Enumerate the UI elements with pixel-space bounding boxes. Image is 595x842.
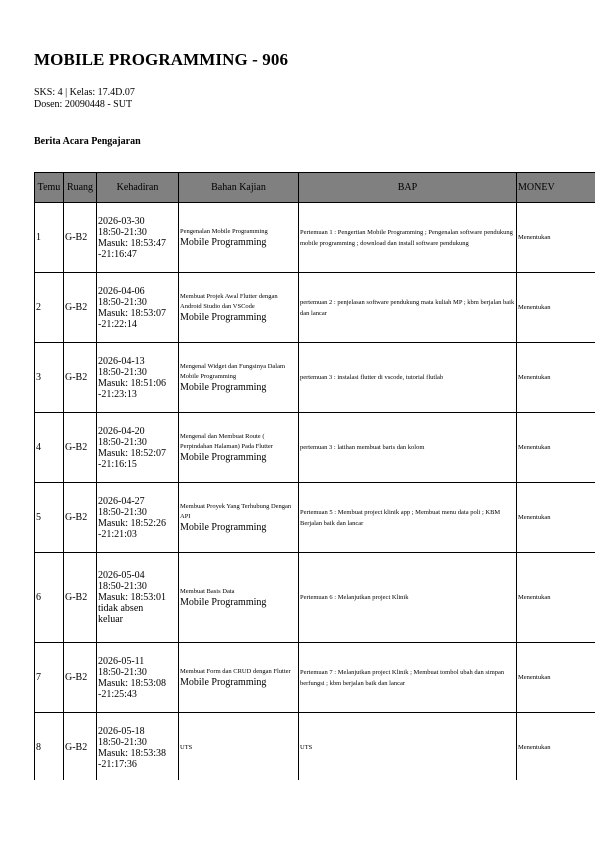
attendance-date: 2026-05-04: [98, 570, 145, 581]
attendance-schedule: 18:50-21:30: [98, 226, 147, 238]
study-topic: Membuat Projek Awal Flutter dengan Android Studio dan VSCode: [180, 292, 278, 310]
table-row: [35, 643, 595, 713]
attendance-cell: [97, 413, 179, 483]
header-bap: BAP: [299, 173, 517, 203]
meeting-number: 3: [35, 343, 64, 413]
header-ruang: Ruang: [64, 173, 97, 203]
course-name: Mobile Programming: [180, 676, 267, 688]
attendance-check-out: -21:16:15: [98, 458, 137, 470]
course-info: SKS: 4 | Kelas: 17.4D.07: [34, 87, 135, 98]
attendance-check-in: Masuk: 18:53:38: [98, 747, 167, 759]
header-bahan-kajian: Bahan Kajian: [179, 173, 299, 203]
course-name: Mobile Programming: [180, 451, 267, 463]
monev-link[interactable]: Menentukan: [517, 203, 595, 273]
attendance-date: 2026-05-18: [98, 725, 145, 737]
meeting-number: 6: [35, 553, 64, 643]
meeting-number: 5: [35, 483, 64, 553]
attendance-date: 2026-04-27: [98, 495, 145, 507]
attendance-check-out: tidak absen keluar: [98, 603, 144, 625]
attendance-cell: [97, 343, 179, 413]
meeting-number: 1: [35, 203, 64, 273]
course-name: Mobile Programming: [180, 521, 267, 533]
attendance-check-out: -21:23:13: [98, 388, 137, 400]
study-material-cell: [179, 273, 299, 343]
room: G-B2: [64, 273, 97, 343]
attendance-date: 2026-04-20: [98, 425, 145, 437]
attendance-check-in: Masuk: 18:53:01: [98, 592, 167, 603]
header-kehadiran: Kehadiran: [97, 173, 179, 203]
attendance-cell: [97, 203, 179, 273]
attendance-table-container: [34, 172, 595, 780]
study-material-cell: [179, 203, 299, 273]
study-material-cell: [179, 713, 299, 781]
study-material-cell: [179, 343, 299, 413]
bap-text: Pertemuan 5 : Membuat project klinik app ; Membuat menu data poli ; KBM Berjalan baik dan lancar: [299, 483, 517, 553]
study-topic: Membuat Form dan CRUD dengan Flutter: [180, 667, 291, 675]
meeting-number: 8: [35, 713, 64, 781]
attendance-table: [34, 172, 595, 780]
attendance-cell: [97, 553, 179, 643]
meeting-number: 2: [35, 273, 64, 343]
attendance-schedule: 18:50-21:30: [98, 506, 147, 518]
table-row: [35, 413, 595, 483]
attendance-date: 2026-04-13: [98, 355, 145, 367]
attendance-cell: [97, 643, 179, 713]
attendance-schedule: 18:50-21:30: [98, 436, 147, 448]
study-topic: Membuat Basis Data: [180, 587, 235, 595]
attendance-schedule: 18:50-21:30: [98, 366, 147, 378]
course-name: Mobile Programming: [180, 236, 267, 248]
bap-text: pertemuan 3 : instalasi flutter di vscode, tutorial flutlab: [299, 343, 517, 413]
room: G-B2: [64, 483, 97, 553]
study-material-cell: [179, 483, 299, 553]
monev-link[interactable]: Menentukan: [517, 343, 595, 413]
bap-text: Pertemuan 7 : Melanjutkan project Klinik ; Membuat tombol ubah dan simpan berfungsi ; kbm berjalan baik dan lancar: [299, 643, 517, 713]
monev-link[interactable]: Menentukan: [517, 483, 595, 553]
table-row: [35, 483, 595, 553]
room: G-B2: [64, 553, 97, 643]
attendance-check-out: -21:21:03: [98, 528, 137, 540]
monev-link[interactable]: Menentukan: [517, 413, 595, 483]
attendance-schedule: 18:50-21:30: [98, 581, 147, 592]
monev-link[interactable]: Menentukan: [517, 643, 595, 713]
attendance-check-out: -21:25:43: [98, 688, 137, 700]
header-temu: Temu: [35, 173, 64, 203]
page-title: MOBILE PROGRAMMING - 906: [34, 50, 289, 69]
attendance-schedule: 18:50-21:30: [98, 666, 147, 678]
attendance-check-in: Masuk: 18:52:07: [98, 447, 167, 459]
room: G-B2: [64, 713, 97, 781]
attendance-check-out: -21:22:14: [98, 318, 137, 330]
room: G-B2: [64, 203, 97, 273]
study-material-cell: [179, 413, 299, 483]
study-topic: Membuat Proyek Yang Terhubung Dengan API: [180, 502, 292, 520]
study-material-cell: [179, 553, 299, 643]
attendance-check-in: Masuk: 18:53:07: [98, 307, 167, 319]
room: G-B2: [64, 343, 97, 413]
lecturer-info: Dosen: 20090448 - SUT: [34, 99, 133, 110]
table-row: [35, 343, 595, 413]
table-row: [35, 203, 595, 273]
bap-text: Pertemuan 6 : Melanjutkan project Klinik: [299, 553, 517, 643]
study-topic: Pengenalan Mobile Programming: [180, 227, 268, 235]
section-title: Berita Acara Pengajaran: [34, 136, 141, 147]
meeting-number: 7: [35, 643, 64, 713]
header-monev: MONEV: [517, 173, 595, 203]
attendance-date: 2026-03-30: [98, 215, 145, 227]
attendance-schedule: 18:50-21:30: [98, 296, 147, 308]
study-material-cell: [179, 643, 299, 713]
monev-link[interactable]: Menentukan: [517, 553, 595, 643]
bap-text: UTS: [299, 713, 517, 781]
study-topic: Mengenal dan Membuat Route ( Perpindahan Halaman) Pada Flutter: [180, 432, 273, 450]
table-row: [35, 553, 595, 643]
attendance-cell: [97, 483, 179, 553]
attendance-check-in: Masuk: 18:51:06: [98, 377, 167, 389]
bap-text: Pertemuan 1 : Pengertian Mobile Programming ; Pengenalan software pendukung mobile programming ; download dan install software pendukung: [299, 203, 517, 273]
table-header-row: [35, 173, 595, 203]
attendance-check-in: Masuk: 18:53:08: [98, 677, 167, 689]
attendance-cell: [97, 713, 179, 781]
course-name: Mobile Programming: [180, 596, 267, 608]
attendance-date: 2026-04-06: [98, 285, 145, 297]
attendance-check-out: -21:17:36: [98, 758, 137, 770]
attendance-check-in: Masuk: 18:52:26: [98, 517, 167, 529]
attendance-check-out: -21:16:47: [98, 248, 137, 260]
course-name: Mobile Programming: [180, 381, 267, 393]
bap-text: pertemuan 3 : latihan membuat baris dan kolom: [299, 413, 517, 483]
attendance-cell: [97, 273, 179, 343]
study-topic: Mengenal Widget dan Fungsinya Dalam Mobile Programming: [180, 362, 286, 380]
attendance-date: 2026-05-11: [98, 655, 145, 667]
attendance-check-in: Masuk: 18:53:47: [98, 237, 167, 249]
monev-link[interactable]: Menentukan: [517, 713, 595, 781]
monev-link[interactable]: Menentukan: [517, 273, 595, 343]
course-name: Mobile Programming: [180, 311, 267, 323]
attendance-schedule: 18:50-21:30: [98, 736, 147, 748]
table-row: [35, 273, 595, 343]
table-row: [35, 713, 595, 781]
study-topic: UTS: [180, 743, 193, 751]
meeting-number: 4: [35, 413, 64, 483]
bap-text: pertemuan 2 : penjelasan software pendukung mata kuliah MP ; kbm berjalan baik dan lancar: [299, 273, 517, 343]
room: G-B2: [64, 413, 97, 483]
room: G-B2: [64, 643, 97, 713]
